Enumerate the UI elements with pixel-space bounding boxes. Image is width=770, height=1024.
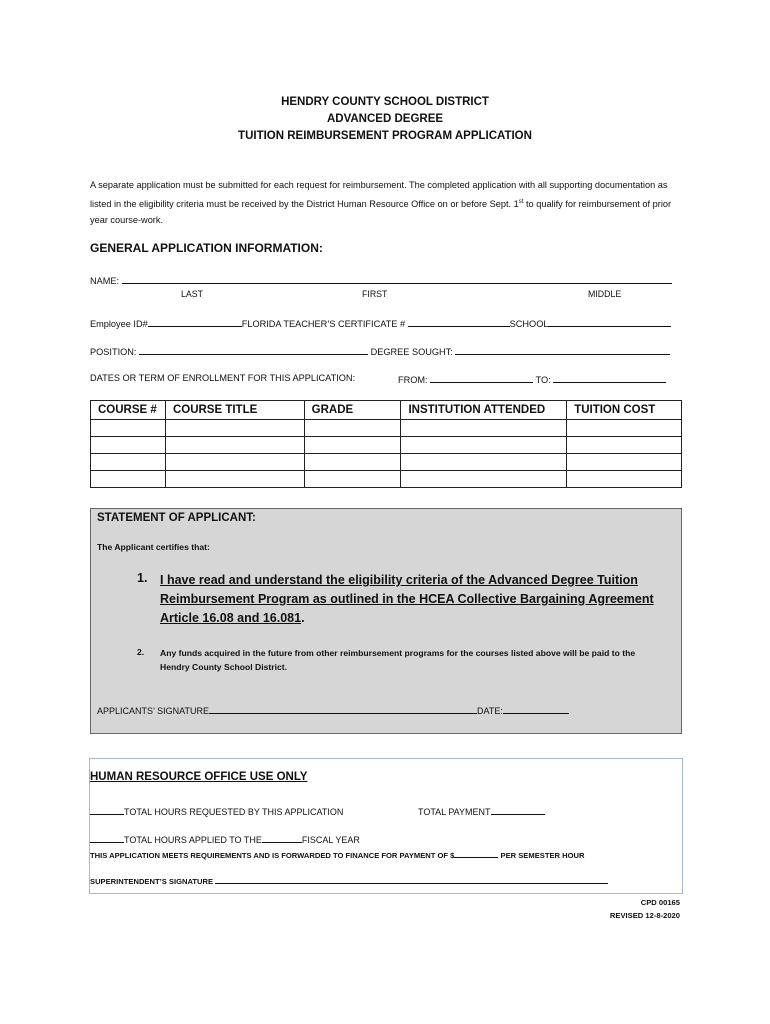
table-cell[interactable] — [401, 471, 567, 488]
degree-sought-field[interactable] — [455, 345, 670, 355]
table-cell[interactable] — [91, 437, 166, 454]
enrollment-dates-label: DATES OR TERM OF ENROLLMENT FOR THIS APPLICATION: — [90, 373, 356, 383]
applicant-signature-label: APPLICANTS’ SIGNATURE — [97, 706, 210, 716]
from-field[interactable] — [430, 373, 533, 383]
item1-text: I have read and understand the eligibility criteria of the Advanced Degree Tuition Reimbursement Program as outlined in the HCEA Collective Bargaining Agreement Article 16.08 and 16.081. — [160, 573, 654, 625]
general-info-heading: GENERAL APPLICATION INFORMATION: — [90, 241, 323, 255]
hr-office-heading: HUMAN RESOURCE OFFICE USE ONLY — [90, 771, 308, 783]
table-cell[interactable] — [304, 471, 401, 488]
course-title-header: COURSE TITLE — [165, 401, 304, 420]
total-payment-field[interactable] — [491, 805, 545, 815]
superintendent-row — [90, 874, 608, 886]
table-cell[interactable] — [91, 471, 166, 488]
per-semester-label: PER SEMESTER HOUR — [500, 851, 585, 860]
table-cell[interactable] — [401, 454, 567, 471]
superintendent-signature-field[interactable] — [215, 874, 608, 884]
statement-heading: STATEMENT OF APPLICANT: — [97, 512, 256, 524]
table-cell[interactable] — [567, 454, 682, 471]
employee-id-label: Employee ID# — [90, 319, 148, 329]
applicant-signature-field[interactable] — [209, 704, 477, 714]
position-field[interactable] — [139, 345, 368, 355]
item2-number: 2. — [137, 647, 145, 657]
item2-text: Any funds acquired in the future from other reimbursement programs for the courses listed above will be paid to the Hendry County School District. — [160, 648, 636, 672]
program-subtitle: ADVANCED DEGREE — [326, 113, 444, 125]
table-cell[interactable] — [567, 420, 682, 437]
meets-requirements-row — [90, 848, 584, 860]
position-label: POSITION: — [90, 347, 137, 357]
hours-applied-field[interactable] — [90, 833, 124, 843]
hours-requested-field[interactable] — [90, 805, 124, 815]
table-cell[interactable] — [567, 471, 682, 488]
name-label: NAME: — [90, 276, 120, 286]
hours-requested-label: TOTAL HOURS REQUESTED BY THIS APPLICATION — [124, 807, 344, 817]
enrollment-dates-row — [398, 373, 666, 385]
name-row — [90, 274, 672, 286]
hours-applied-row — [90, 833, 360, 845]
employee-id-field[interactable] — [148, 317, 242, 327]
table-cell[interactable] — [567, 437, 682, 454]
meets-requirements-label: THIS APPLICATION MEETS REQUIREMENTS AND IS FORWARDED TO FINANCE FOR PAYMENT OF $ — [90, 851, 455, 860]
fiscal-year-field[interactable] — [262, 833, 302, 843]
name-middle-label: MIDDLE — [588, 289, 622, 299]
table-cell[interactable] — [165, 454, 304, 471]
revised-date: REVISED 12-8-2020 — [609, 911, 680, 920]
name-last-label: LAST — [181, 289, 204, 299]
table-cell[interactable] — [91, 454, 166, 471]
course-number-header: COURSE # — [91, 401, 166, 420]
position-row — [90, 345, 670, 357]
table-row — [91, 454, 682, 471]
institution-header: INSTITUTION ATTENDED — [401, 401, 567, 420]
fiscal-year-label: FISCAL YEAR — [301, 835, 360, 845]
date-label: DATE: — [477, 706, 503, 716]
course-table-header — [91, 401, 682, 420]
total-payment-label: TOTAL PAYMENT — [418, 807, 491, 817]
signature-row — [97, 704, 569, 716]
table-cell[interactable] — [91, 420, 166, 437]
superintendent-label: SUPERINTENDENT’S SIGNATURE — [90, 877, 214, 886]
to-field[interactable] — [553, 373, 666, 383]
school-field[interactable] — [548, 317, 671, 327]
course-table — [90, 400, 682, 488]
payment-amount-field[interactable] — [454, 848, 498, 858]
intro-paragraph: A separate application must be submitted for each request for reimbursement. The completed application with all supporting documentation as listed in the eligibility criteria must be received by the District Human Resource Office on or before Sept. 1st to qualify for reimbursement of prior year course-work. — [90, 180, 672, 226]
name-field[interactable] — [122, 274, 672, 284]
fl-cert-label: FLORIDA TEACHER’S CERTIFICATE # — [241, 319, 406, 329]
district-title: HENDRY COUNTY SCHOOL DISTRICT — [281, 96, 489, 108]
table-row — [91, 420, 682, 437]
table-cell[interactable] — [401, 437, 567, 454]
degree-sought-label: DEGREE SOUGHT: — [370, 347, 453, 357]
name-first-label: FIRST — [362, 289, 388, 299]
table-cell[interactable] — [165, 471, 304, 488]
table-row — [91, 437, 682, 454]
item1-number: 1. — [137, 571, 148, 585]
hours-requested-row — [90, 805, 343, 817]
form-title: TUITION REIMBURSEMENT PROGRAM APPLICATION — [238, 130, 532, 142]
total-payment-row — [418, 805, 545, 817]
school-label: SCHOOL — [509, 319, 549, 329]
table-cell[interactable] — [304, 420, 401, 437]
date-field[interactable] — [503, 704, 569, 714]
table-cell[interactable] — [304, 437, 401, 454]
employee-row — [90, 317, 671, 329]
table-cell[interactable] — [304, 454, 401, 471]
grade-header: GRADE — [304, 401, 401, 420]
to-label: TO: — [535, 375, 551, 385]
table-cell[interactable] — [401, 420, 567, 437]
fl-cert-field[interactable] — [408, 317, 510, 327]
table-cell[interactable] — [165, 420, 304, 437]
form-code: CPD 00165 — [640, 898, 680, 907]
tuition-cost-header: TUITION COST — [567, 401, 682, 420]
from-label: FROM: — [398, 375, 428, 385]
table-row — [91, 471, 682, 488]
table-cell[interactable] — [165, 437, 304, 454]
certifies-text: The Applicant certifies that: — [97, 542, 210, 552]
hours-applied-label: TOTAL HOURS APPLIED TO THE — [124, 835, 262, 845]
